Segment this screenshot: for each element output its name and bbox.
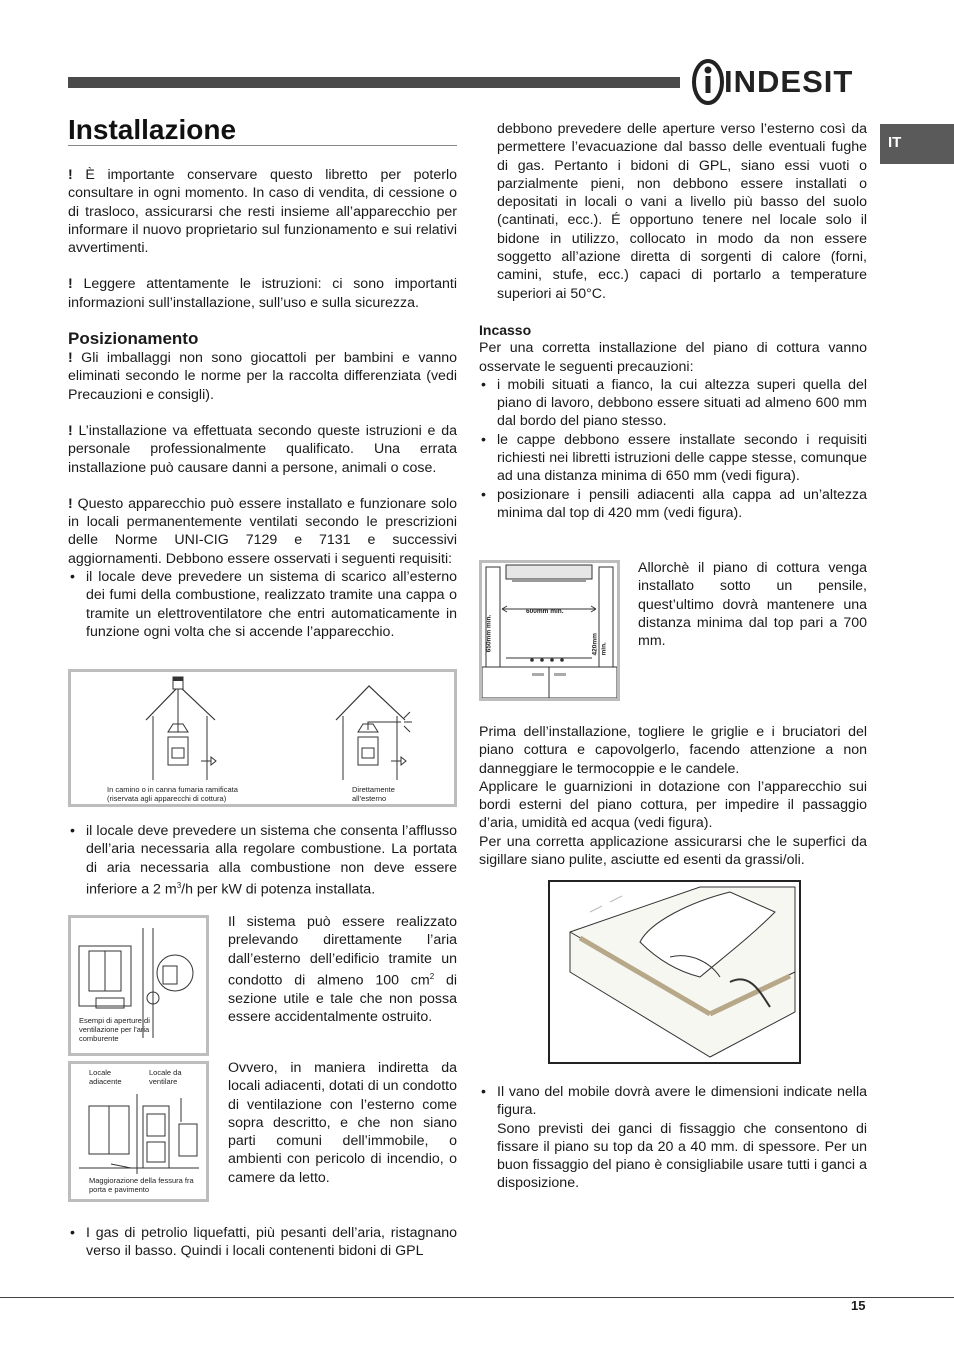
paragraph: Allorchè il piano di cottura venga installato sotto un pensile, quest’ultimo dovrà mantenere una distanza minima dal top pari a 700 mm. bbox=[638, 560, 867, 650]
warning-mark: ! bbox=[68, 167, 86, 183]
paragraph: Per una corretta installazione del piano di cottura vanno osservate le seguenti precauzioni: bbox=[479, 340, 867, 375]
list-text: Il vano del mobile dovrà avere le dimensioni indicate nella figura. bbox=[497, 1084, 867, 1119]
paragraph bbox=[68, 422, 457, 477]
list-item: • il locale deve prevedere un sistema di scarico all’esterno dei fumi della combustione, realizzato tramite una cappa o tramite un elettroventilatore che entri automaticamente in funzione ogni volta che si accende l’apparecchio. bbox=[68, 568, 457, 641]
paragraph: Per una corretta applicazione assicurarsi che le superfici da sigillare siano pulite, asciutte ed esenti da grassi/oli. bbox=[479, 833, 867, 869]
paragraph-direct-air bbox=[228, 913, 457, 1027]
title-divider bbox=[68, 145, 457, 146]
paragraph-text: Leggere attentamente le istruzioni: ci sono importanti informazioni sull’installazione, sull’uso e sulla sicurezza. bbox=[68, 276, 457, 311]
figure-caption: Esempi di aperture di ventilazione per l'aria comburente bbox=[79, 1016, 150, 1043]
dimension-label: 420mm min. bbox=[591, 633, 608, 656]
paragraph-text: Questo apparecchio può essere installato e funzionare solo in locali permanentemente ventilati secondo le prescrizioni delle Norme UNI-CIG 7129 e 7131 e successivi aggiornamenti. Debbono essere osservati i seguenti requisiti: bbox=[68, 495, 457, 567]
paragraph: Ovvero, in maniera indiretta da locali adiacenti, dotati di un condotto di ventilazione con l’esterno come sopra descritto, e che non siano parti comuni dell’immobile, o ambienti con pericolo di incendio, o camere da letto. bbox=[228, 1060, 457, 1186]
figure-air-openings bbox=[68, 915, 209, 1056]
figure-seal-application bbox=[548, 880, 801, 1064]
requirements-list bbox=[68, 568, 457, 641]
list-item: • le cappe debbono essere installate secondo i requisiti richiesti nei libretti istruzioni delle cappe stesse, comunque ad una distanza minima di 650 mm (vedi figura). bbox=[479, 431, 867, 486]
paragraph bbox=[68, 275, 457, 312]
paragraph: Applicare le guarnizioni in dotazione con l’apparecchio sui bordi esterni del piano cottura, per impedire il passaggio d’aria, umidità ed acqua (vedi figura). bbox=[479, 778, 867, 832]
figure-exhaust bbox=[68, 669, 457, 807]
incasso-section bbox=[479, 321, 867, 522]
paragraph bbox=[68, 495, 457, 568]
list-item bbox=[479, 1083, 867, 1193]
figure-caption: In camino o in canna fumaria ramificata (riservata agli apparecchi di cottura) bbox=[107, 785, 238, 803]
language-label: IT bbox=[888, 134, 902, 151]
paragraph: Prima dell’installazione, togliere le griglie e i bruciatori del piano cottura e capovolgerlo, facendo attenzione a non danneggiare le termocoppie e le candele. bbox=[479, 724, 867, 777]
list-text: Sono previsti dei ganci di fissaggio che consentono di fissare il piano su top da 20 a 40 mm. di spessore. Per un buon fissaggio del piano è consigliabile usare tutti i ganci a disposizione. bbox=[497, 1120, 867, 1192]
list-item: • posizionare i pensili adiacenti alla cappa ad un’altezza minima dal top di 420 mm (vedi figura). bbox=[479, 486, 867, 523]
cabinet-list bbox=[479, 1083, 867, 1193]
right-column-bottom bbox=[479, 1083, 867, 1193]
left-bullet-air bbox=[68, 822, 457, 899]
paragraph-text: È importante conservare questo libretto per poterlo consultare in ogni momento. In caso di vendita, di cessione o di trasloco, assicurarsi che resti insieme all’apparecchio per informare il nuovo proprietario sul funzionamento e sui relativi avvertimenti. bbox=[68, 167, 457, 257]
warning-mark: ! bbox=[68, 495, 78, 512]
list-item bbox=[68, 822, 457, 899]
right-column-top bbox=[497, 120, 867, 303]
section-heading: Incasso bbox=[479, 322, 532, 338]
paragraph-text: L’installazione va effettuata secondo queste istruzioni e da personale professionalmente qualificato. Una errata installazione può causare danni a persone, animali o cose. bbox=[68, 422, 457, 476]
paragraph: debbono prevedere delle aperture verso l’esterno così da permettere l’evacuazione dal basso delle eventuali fughe di gas. Pertanto i bidoni di GPL, siano essi vuoti o parzialmente pieni, non debbono essere installati o depositati in locali o vani a livello più basso del suolo (cantinati, ecc.). É opportuno tenere nel locale solo il bidone in utilizzo, collocato in modo da non essere soggetto all’azione diretta di sorgenti di calore (forni, camini, stufe, ecc.) capaci di portarlo a temperature superiori ai 50°C. bbox=[497, 121, 867, 302]
footer-divider bbox=[0, 1297, 954, 1298]
left-bullet-gpl bbox=[68, 1224, 457, 1261]
dimension-label: 600mm min. bbox=[526, 608, 564, 615]
paragraph bbox=[228, 913, 457, 1027]
superscript: 3 bbox=[176, 880, 182, 890]
requirements-list bbox=[68, 822, 457, 899]
warning-mark: ! bbox=[68, 422, 79, 439]
figure-caption: Maggiorazione della fessura fra porta e pavimento bbox=[89, 1176, 194, 1194]
paragraph-wall-cabinet bbox=[638, 559, 867, 650]
paragraph-indirect-air bbox=[228, 1059, 457, 1187]
paragraph-text: Gli imballaggi non sono giocattoli per bambini e vanno eliminati secondo le norme per la raccolta differenziata (vedi Precauzioni e consigli). bbox=[68, 350, 457, 403]
list-text: il locale deve prevedere un sistema che consenta l’afflusso dell’aria necessaria alla regolare combustione. La portata di aria necessaria alla combustione non deve essere inferiore a 2 m bbox=[86, 823, 457, 898]
paragraph-text: di sezione utile e tale che non possa essere accidentalmente ostruito. bbox=[228, 972, 457, 1026]
list-item: • i mobili situati a fianco, la cui altezza superi quella del piano di lavoro, debbono essere situati ad almeno 600 mm dal bordo del piano stesso. bbox=[479, 376, 867, 431]
requirements-list bbox=[68, 1224, 457, 1261]
page-number: 15 bbox=[851, 1298, 866, 1313]
superscript: 2 bbox=[429, 971, 435, 981]
header-bar bbox=[68, 77, 680, 88]
section-heading: Posizionamento bbox=[68, 329, 199, 349]
dimension-label: 650mm min. bbox=[485, 614, 493, 653]
paragraph-text: Il sistema può essere realizzato prelevando direttamente l’aria dall’esterno dell’edificio tramite un condotto di almeno 100 cm bbox=[228, 914, 457, 989]
figure-adjacent-room bbox=[68, 1061, 209, 1202]
warning-mark: ! bbox=[68, 276, 84, 293]
figure-hood-distances bbox=[479, 560, 620, 701]
list-item: • I gas di petrolio liquefatti, più pesanti dell’aria, ristagnano verso il basso. Quindi i locali contenenti bidoni di GPL bbox=[68, 1224, 457, 1261]
paragraph bbox=[68, 166, 457, 257]
figure-caption: Locale da ventilare bbox=[149, 1068, 182, 1086]
page-title: Installazione bbox=[68, 114, 237, 145]
warning-mark: ! bbox=[68, 350, 82, 367]
list-text: /h per kW di potenza installata. bbox=[181, 881, 376, 898]
language-tab bbox=[880, 124, 954, 164]
brand-name: INDESIT bbox=[724, 64, 854, 99]
figure-caption: Locale adiacente bbox=[89, 1068, 122, 1086]
left-column-top bbox=[68, 166, 457, 641]
figure-caption: Direttamente all’esterno bbox=[352, 785, 395, 803]
precautions-list bbox=[479, 376, 867, 522]
seal-diagram bbox=[550, 882, 799, 1062]
paragraph bbox=[68, 349, 457, 404]
right-column-seal bbox=[479, 723, 867, 869]
